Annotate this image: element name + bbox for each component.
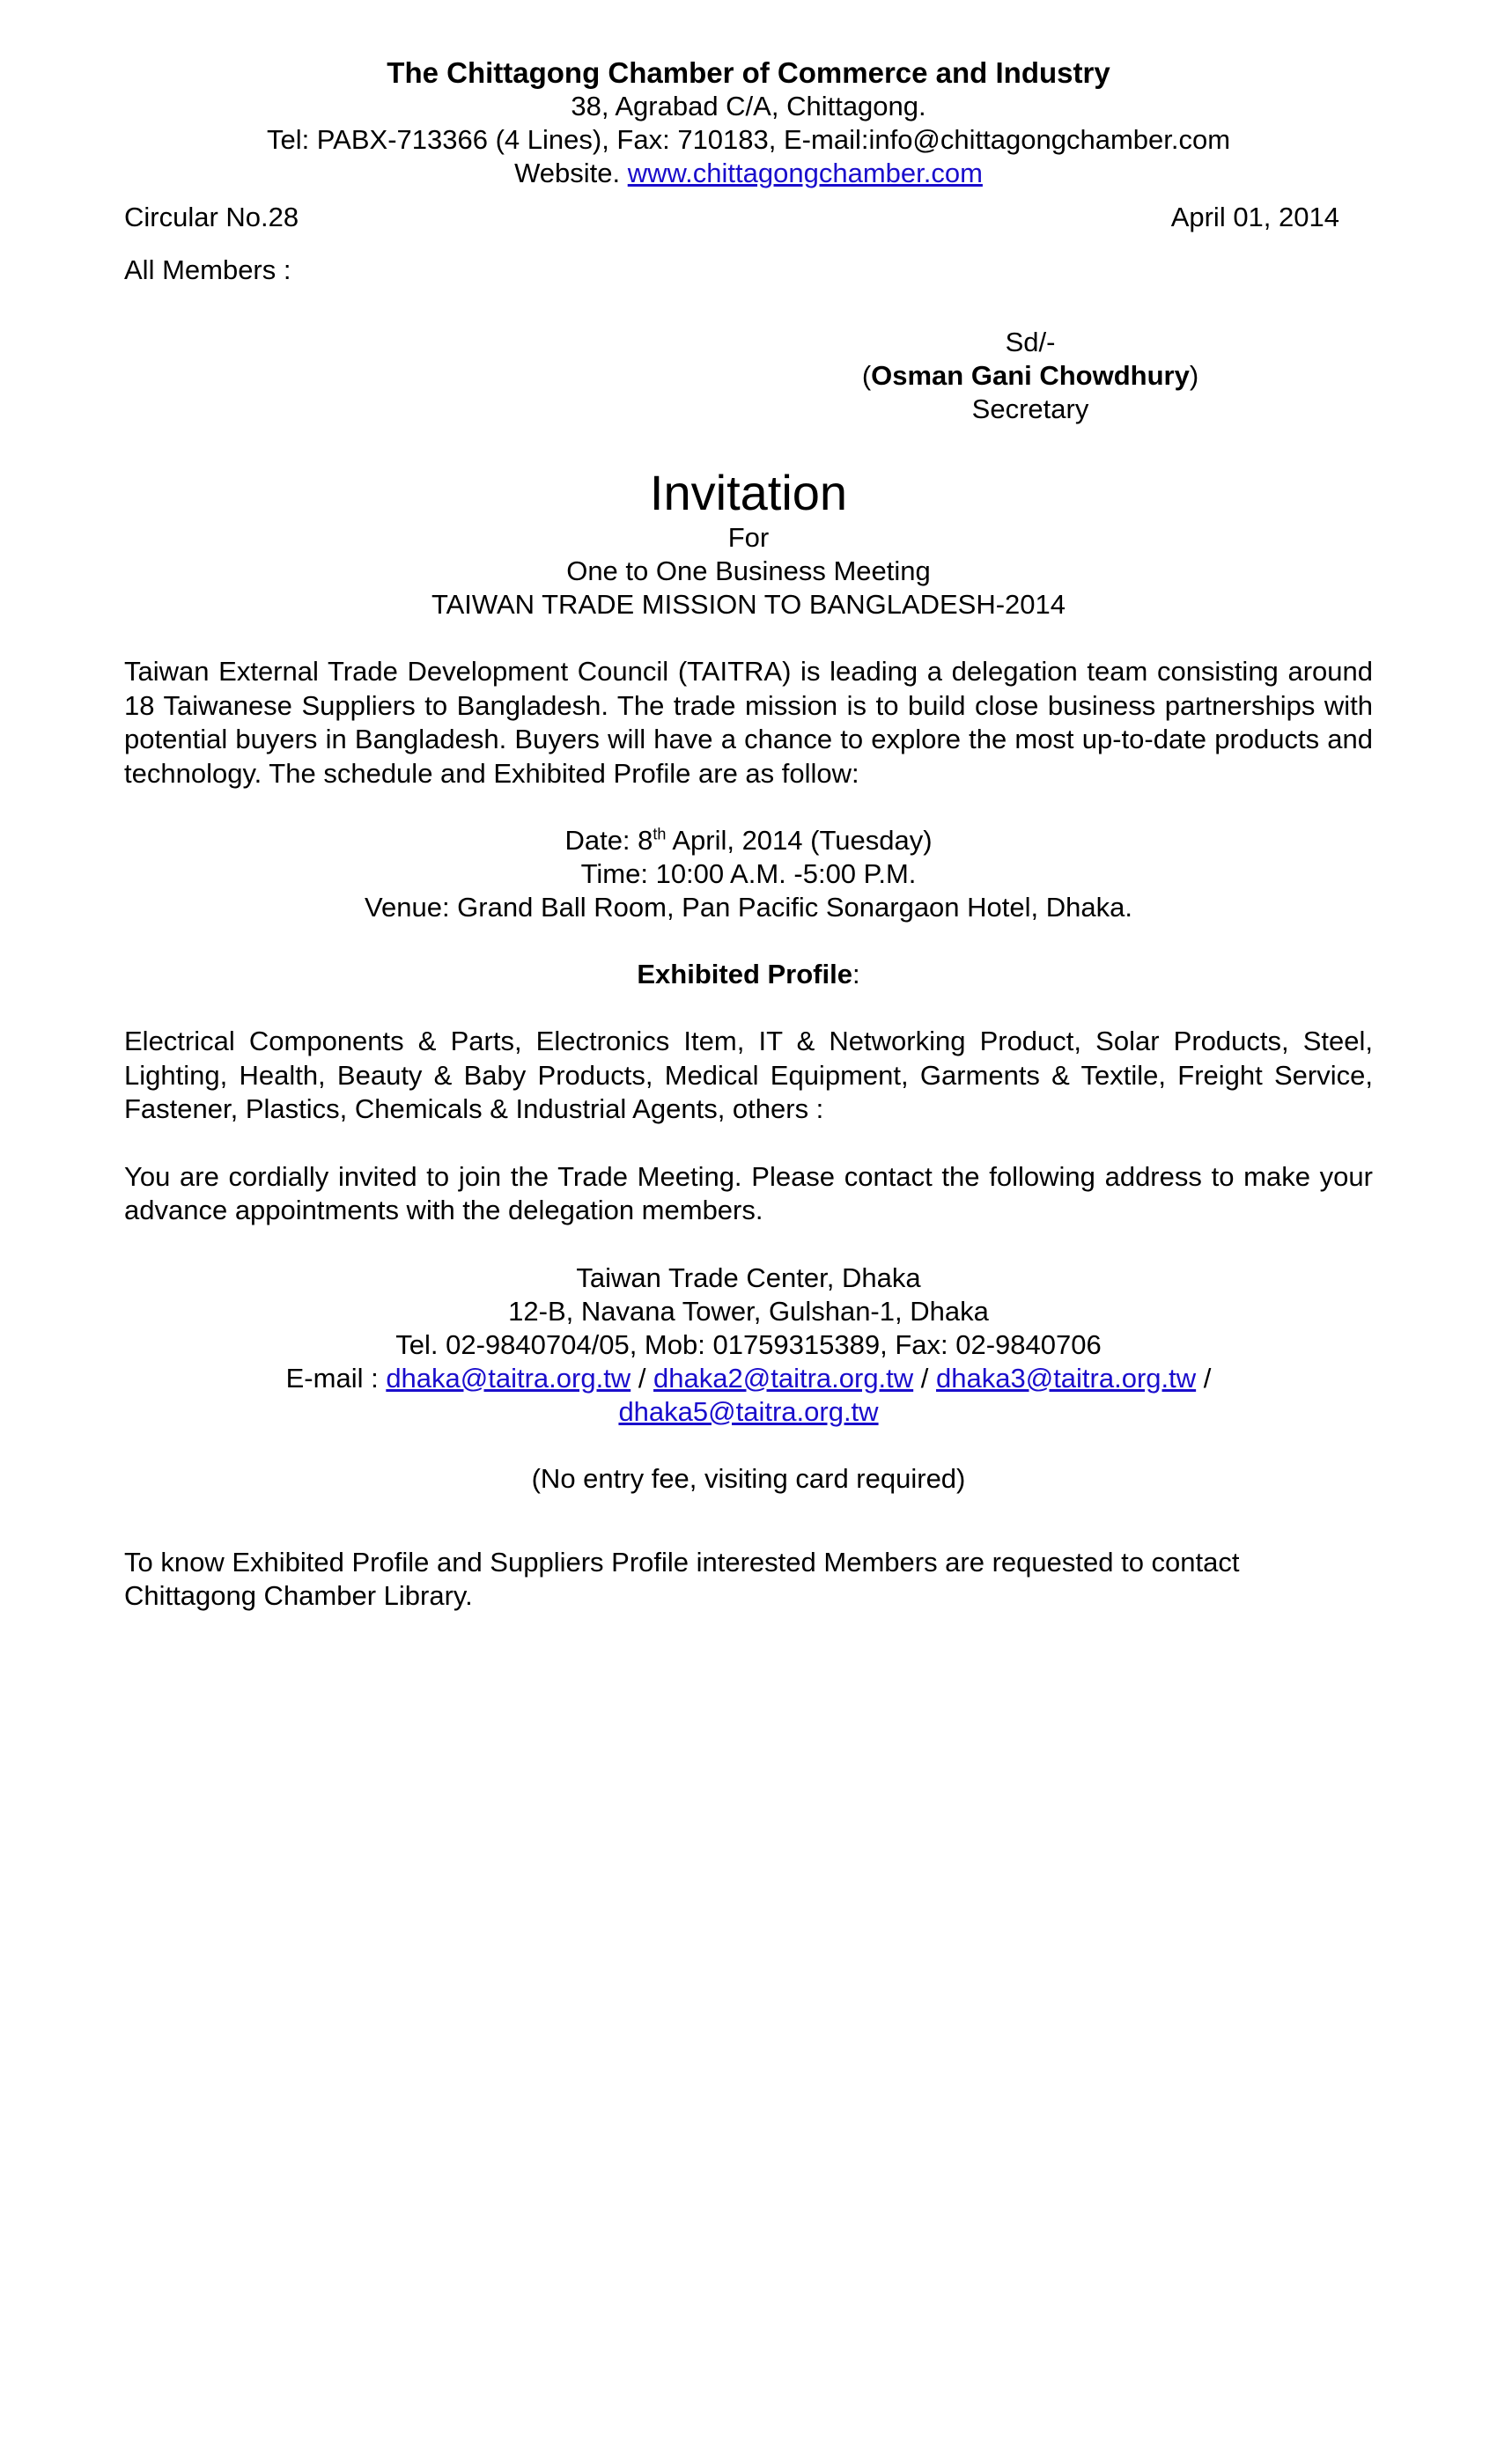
intro-paragraph: Taiwan External Trade Development Council (TAITRA) is leading a delegation team consisting around 18 Taiwanese Suppliers to Bangladesh. The trade mission is to build close business partnerships with potential buyers in Bangladesh. Buyers will have a chance to explore the most up-to-date products and technology. The schedule and Exhibited Profile are as follow: (124, 656, 1373, 789)
email-link[interactable]: dhaka5@taitra.org.tw (618, 1395, 879, 1427)
invitation-body (124, 465, 1373, 1614)
entry-note: (No entry fee, visiting card required) (531, 1462, 966, 1494)
circular-date: April 01, 2014 (1170, 202, 1339, 232)
profile-heading-colon: : (852, 959, 860, 989)
date-suffix: April, 2014 (Tuesday) (666, 825, 933, 856)
circular-row (124, 201, 1373, 234)
contact-emails-line (124, 1362, 1373, 1395)
profile-heading-line (124, 958, 1373, 991)
org-contact: Tel: PABX-713366 (4 Lines), Fax: 710183, E-mail:info@chittagongchamber.com (266, 124, 1231, 155)
website-label: Website. (514, 158, 628, 188)
org-website-line (124, 157, 1373, 190)
invitation-mission: TAIWAN TRADE MISSION TO BANGLADESH-2014 (431, 589, 1066, 620)
email-link[interactable]: dhaka@taitra.org.tw (386, 1362, 631, 1394)
closing-paragraph: To know Exhibited Profile and Suppliers Profile interested Members are requested to contact Chittagong Chamber Library. (124, 1546, 1240, 1611)
invite-paragraph: You are cordially invited to join the Trade Meeting. Please contact the following address to make your advance appointments with the delegation members. (124, 1160, 1373, 1225)
date-prefix: Date: 8 (564, 825, 653, 856)
email-label: E-mail : (285, 1362, 387, 1394)
signatory-title: Secretary (971, 394, 1089, 424)
signatory-name: Osman Gani Chowdhury (871, 360, 1190, 391)
invitation-title: Invitation (649, 465, 848, 520)
circular-number: Circular No.28 (124, 202, 299, 232)
date-superscript: th (653, 825, 667, 843)
invitation-for: For (727, 522, 770, 553)
profile-heading: Exhibited Profile (637, 959, 852, 989)
contact-phones: Tel. 02-9840704/05, Mob: 01759315389, Fax: 02-9840706 (395, 1328, 1102, 1360)
document-page (124, 56, 1373, 287)
contact-block (124, 1261, 1373, 1429)
signature-sd: Sd/- (1005, 327, 1056, 357)
invitation-heading (124, 465, 1373, 622)
email-link[interactable]: dhaka3@taitra.org.tw (936, 1362, 1197, 1394)
schedule (124, 824, 1373, 924)
contact-name: Taiwan Trade Center, Dhaka (576, 1261, 921, 1293)
email-separator: / (631, 1362, 654, 1394)
email-separator: / (913, 1362, 937, 1394)
addressee: All Members : (124, 254, 291, 285)
org-name: The Chittagong Chamber of Commerce and Industry (387, 56, 1110, 89)
email-link[interactable]: dhaka2@taitra.org.tw (653, 1362, 914, 1394)
invitation-meeting: One to One Business Meeting (566, 555, 931, 586)
email-separator: / (1196, 1362, 1212, 1394)
profile-items: Electrical Components & Parts, Electronics Item, IT & Networking Product, Solar Products, Steel, Lighting, Health, Beauty & Baby Products, Medical Equipment, Garments & Textile, Freight Service, Fastener, Plastics, Chemicals & Industrial Agents, others : (124, 1026, 1373, 1124)
website-link[interactable]: www.chittagongchamber.com (627, 158, 983, 188)
letterhead (124, 56, 1373, 190)
close-paren: ) (1189, 360, 1199, 391)
contact-emails-line-2 (124, 1395, 1373, 1429)
contact-address: 12-B, Navana Tower, Gulshan-1, Dhaka (508, 1295, 989, 1327)
open-paren: ( (861, 360, 872, 391)
signature-block (854, 326, 1206, 426)
schedule-venue: Venue: Grand Ball Room, Pan Pacific Sonargaon Hotel, Dhaka. (365, 892, 1132, 923)
schedule-date (124, 824, 1373, 857)
org-address: 38, Agrabad C/A, Chittagong. (571, 91, 926, 121)
schedule-time: Time: 10:00 A.M. -5:00 P.M. (580, 858, 917, 889)
signature-name-line (854, 359, 1206, 393)
